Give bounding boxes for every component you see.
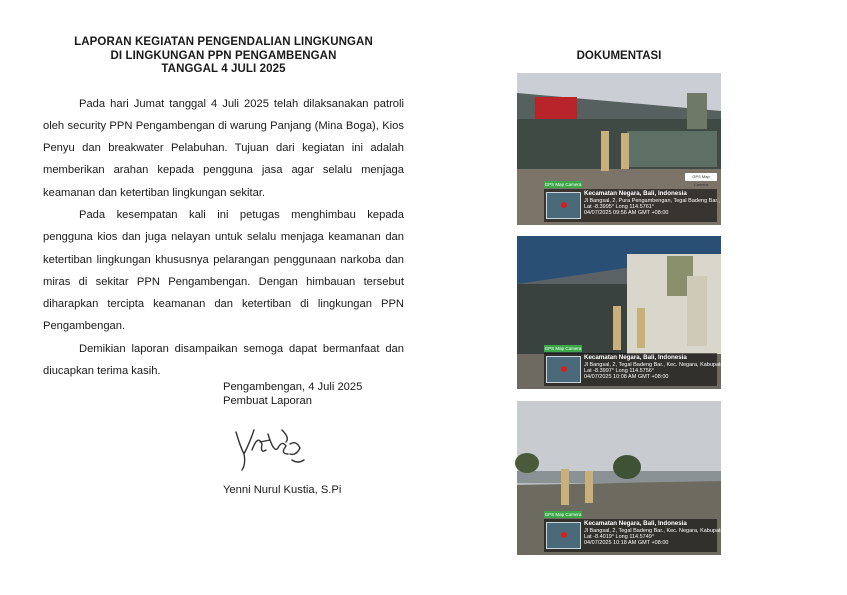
geotag-location: Kecamatan Negara, Bali, Indonesia (584, 354, 687, 361)
geotag-coords: Lat -8.3995° Long 114.5761° (584, 204, 655, 210)
report-paragraph: Pada hari Jumat tanggal 4 Juli 2025 telah dilaksanakan patroli oleh security PPN Pengambengan di warung Panjang (Mina Boga), Kios Penyu dan breakwater Pelabuhan. Tujuan dari kegiatan ini adalah memberikan arahan kepada pengguna jasa agar selalu menjaga keamanan dan ketertiban lingkungan sekitar. (43, 97, 404, 199)
map-thumbnail (546, 522, 581, 549)
handwritten-signature (230, 424, 310, 474)
geotag-datetime: 04/07/2025 10:18 AM GMT +08:00 (584, 540, 669, 546)
signer-name: Yenni Nurul Kustia, S.Pi (223, 484, 342, 496)
signature-block (223, 380, 423, 408)
title-line: DI LINGKUNGAN PPN PENGAMBENGAN (110, 49, 337, 62)
map-thumbnail (546, 356, 581, 383)
report-title (43, 36, 404, 77)
report-paragraph: Pada kesempatan kali ini petugas menghimbau kepada pengguna kios dan juga nelayan untuk selalu menjaga keamanan dan ketertiban lingkungan khususnya pelarangan penggunaan narkoba dan miras di sekitar PPN Pengambengan. Dengan himbauan tersebut diharapkan tercipta keamanan dan ketertiban di lingkungan PPN Pengambengan. (43, 208, 404, 333)
geotag-overlay (544, 346, 792, 386)
report-body (43, 93, 404, 383)
geotag-datetime: 04/07/2025 09:56 AM GMT +08:00 (584, 210, 669, 216)
documentation-title: DOKUMENTASI (576, 50, 662, 62)
documentation-photo-2 (517, 236, 792, 389)
geotag-overlay (544, 182, 847, 222)
map-thumbnail (546, 192, 581, 219)
geotag-overlay (544, 512, 792, 552)
geotag-location: Kecamatan Negara, Bali, Indonesia (584, 190, 687, 197)
geotag-location: Kecamatan Negara, Bali, Indonesia (584, 520, 687, 527)
gps-badge: GPS Map Camera (544, 182, 582, 187)
title-line: LAPORAN KEGIATAN PENGENDALIAN LINGKUNGAN (74, 36, 373, 48)
report-section (43, 36, 404, 382)
place-date: Pengambengan, 4 Juli 2025 (223, 381, 363, 393)
gps-badge: GPS Map Camera (544, 512, 582, 517)
gps-badge: GPS Map Camera (544, 346, 582, 351)
geotag-address: Jl Bangsal, 2, Pura Pengambengan, Tegal Badeng Bar., Kec. Negara, Kabupaten Jembrana, Bali, Indonesia (584, 198, 847, 204)
geotag-coords: Lat -8.4019° Long 114.5749° (584, 534, 655, 540)
geotag-coords: Lat -8.3997° Long 114.5756° (584, 368, 655, 374)
gps-app-logo: GPS Map Camera (685, 173, 717, 181)
geotag-address: Jl Bangsal, 2, Tegal Badeng Bar., Kec. Negara, Kabupaten Jembrana, Bali, Indonesia (584, 362, 792, 368)
geotag-datetime: 04/07/2025 10:08 AM GMT +08:00 (584, 374, 669, 380)
documentation-photo-1 (517, 73, 847, 225)
title-line: TANGGAL 4 JULI 2025 (161, 63, 286, 75)
report-paragraph: Demikian laporan disampaikan semoga dapat bermanfaat dan diucapkan terima kasih. (43, 342, 404, 378)
signer-role: Pembuat Laporan (223, 395, 312, 407)
documentation-photo-3 (517, 401, 792, 555)
geotag-address: Jl Bangsal, 2, Tegal Badeng Bar., Kec. Negara, Kabupaten Jembrana, Bali, Indonesia (584, 528, 792, 534)
